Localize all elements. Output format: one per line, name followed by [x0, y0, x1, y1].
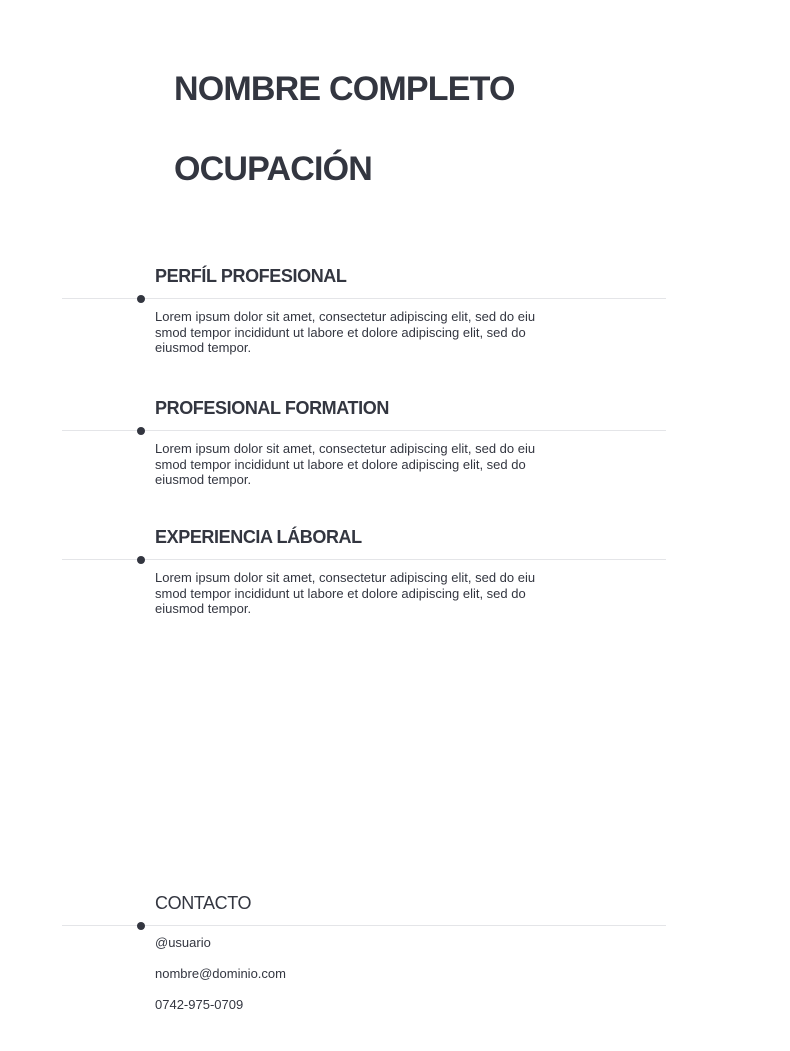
section-divider — [62, 559, 666, 560]
contact-username: @usuario — [155, 935, 211, 950]
section-body: Lorem ipsum dolor sit amet, consectetur adipiscing elit, sed do eiu smod tempor incididunt ut labore et dolore adipiscing elit, sed do eiusmod tempor. — [155, 570, 536, 616]
bullet-dot-icon — [137, 295, 145, 303]
section-divider — [62, 430, 666, 431]
section-title: PERFÍL PROFESIONAL — [155, 266, 347, 286]
bullet-dot-icon — [137, 922, 145, 930]
section-body: Lorem ipsum dolor sit amet, consectetur adipiscing elit, sed do eiu smod tempor incididunt ut labore et dolore adipiscing elit, sed do eiusmod tempor. — [155, 309, 536, 355]
section-divider — [62, 925, 666, 926]
contact-email: nombre@dominio.com — [155, 966, 286, 981]
contact-phone: 0742-975-0709 — [155, 997, 244, 1012]
full-name: NOMBRE COMPLETO — [174, 70, 515, 108]
bullet-dot-icon — [137, 427, 145, 435]
section-body: Lorem ipsum dolor sit amet, consectetur adipiscing elit, sed do eiu smod tempor incididunt ut labore et dolore adipiscing elit, sed do eiusmod tempor. — [155, 441, 536, 487]
section-title: CONTACTO — [155, 893, 252, 913]
section-divider — [62, 298, 666, 299]
occupation-title: OCUPACIÓN — [174, 150, 373, 188]
section-title: EXPERIENCIA LÁBORAL — [155, 527, 362, 547]
bullet-dot-icon — [137, 556, 145, 564]
section-title: PROFESIONAL FORMATION — [155, 398, 389, 418]
